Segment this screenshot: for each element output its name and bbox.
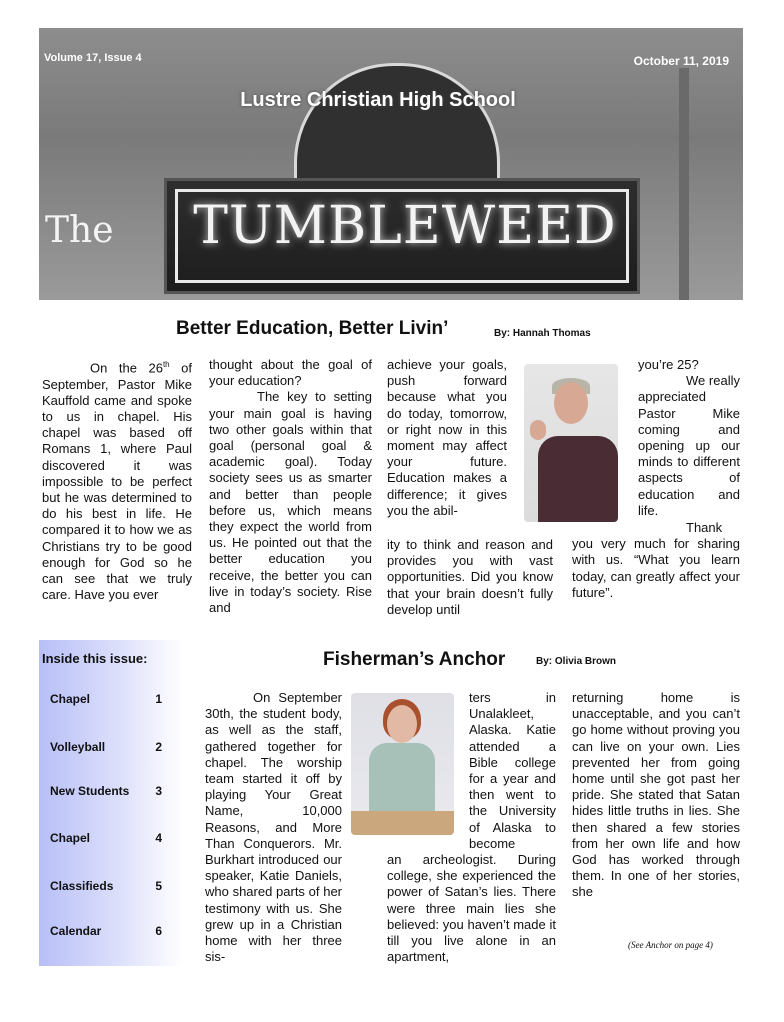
toc-item: Chapel 4 [50, 831, 162, 845]
article2-column-2a: ters in Unalakleet, Alaska. Katie attended a Bible college for a year and then went to the University of Alaska to become [469, 690, 556, 851]
article2-column-1: On September 30th, the student body, as well as the staff, gathered together for chapel. The worship team started it off by playing Your Great Name, 10,000 Reasons, and More Than Conquerors. Mr. Burkhart introduced our speaker, Katie Daniels, who shared parts of her testimony with us. She grew up in a Christian home with her three sis- [205, 690, 342, 965]
article1-column-4a: you’re 25? We really appreciated Pastor Mike coming and opening up our minds to different aspects of education and life. [638, 357, 740, 518]
katie-daniels-photo [351, 693, 454, 835]
volume-issue: Volume 17, Issue 4 [44, 52, 142, 64]
pastor-mike-photo [524, 364, 618, 522]
article1-column-1: On the 26th of September, Pastor Mike Kauffold came and spoke to us in chapel. His chapel was based off Romans 1, where Paul discovered it was impossible to be perfect but he was determined to do his best in life. He compared it to how we as Christians try to be good enough for God so he can see that we truly care. Have you ever [42, 360, 192, 603]
toc-item: Classifieds 5 [50, 879, 162, 893]
article1-headline: Better Education, Better Livin’ [176, 318, 449, 339]
sidebar-title: Inside this issue: [42, 651, 148, 666]
article2-byline: By: Olivia Brown [536, 656, 617, 667]
toc-item: Chapel 1 [50, 692, 162, 706]
inside-this-issue-box [39, 640, 183, 966]
toc-item: Calendar 6 [50, 924, 162, 938]
title-prefix: The [45, 210, 114, 251]
newsletter-title: TUMBLEWEED [193, 196, 617, 256]
issue-date: October 11, 2019 [633, 54, 729, 68]
article1-column-3a: achieve your goals, push forward because what you do today, tomorrow, or right now in this moment may affect your future. Education makes a difference; it gives you the abil- [387, 357, 507, 518]
article1-byline: By: Hannah Thomas [494, 328, 591, 339]
school-name: Lustre Christian High School [240, 89, 516, 111]
article1-column-3b: ity to think and reason and provides you with vast opportunities. Did you know that your brain doesn’t fully develop until [387, 537, 553, 617]
toc-item: Volleyball 2 [50, 740, 162, 754]
continued-note: (See Anchor on page 4) [628, 940, 713, 950]
article1-column-2: thought about the goal of your education? The key to setting your main goal is having two other goals within that goal (personal goal & academic goal). Today society sees us as smarter and better than people before us, which means they expect the world from us. He pointed out that the better education you receive, the better you can live in today’s society. Rise and [209, 357, 372, 616]
article2-column-2b: an archeologist. During college, she experienced the power of Satan’s lies. There were three main lies she believed: you haven’t made it till you live alone in an apartment, [387, 852, 556, 965]
article1-column-4b: Thank you very much for sharing with us. “What you learn today, can greatly affect your future”. [572, 520, 740, 600]
article2-column-3: returning home is unacceptable, and you can’t go home without proving you can live on your own. Lies prevented her from going home until she got past her pride. She stated that Satan hides little truths in lies. She then shared a few stories from her own life and how God has worked through them. In one of her stories, she [572, 690, 740, 900]
article2-headline: Fisherman’s Anchor [323, 649, 506, 670]
toc-item: New Students 3 [50, 784, 162, 798]
masthead-banner [39, 28, 743, 300]
